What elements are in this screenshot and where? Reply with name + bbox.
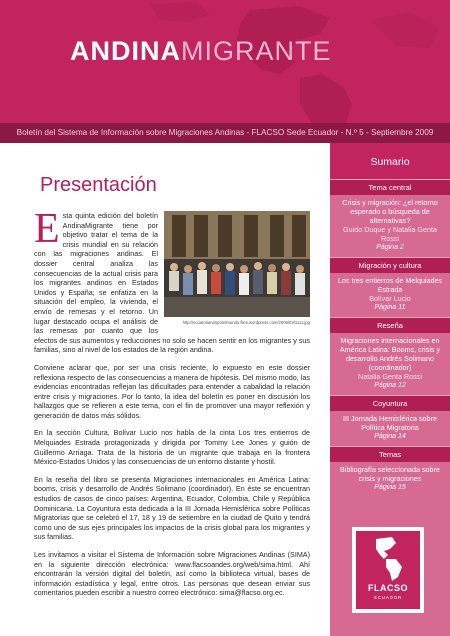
section-head-migracion-cultura: Migración y cultura bbox=[330, 257, 450, 273]
entry-page: Página 11 bbox=[374, 304, 406, 311]
entry-page: Página 12 bbox=[374, 382, 406, 389]
sumario-sidebar bbox=[330, 143, 450, 636]
americas-map-icon bbox=[370, 537, 406, 581]
section-entry-migracion-cultura[interactable] bbox=[330, 273, 450, 317]
section-head-tema-central: Tema central bbox=[330, 179, 450, 195]
main-column bbox=[34, 174, 310, 606]
entry-title: Bibliografía seleccionada sobre crisis y migraciones bbox=[340, 465, 440, 483]
entry-page: Página 15 bbox=[374, 484, 406, 491]
page-title: Presentación bbox=[40, 174, 157, 196]
entry-author: Natalia Genta Rossi bbox=[358, 372, 422, 381]
section-entry-coyuntura[interactable] bbox=[330, 411, 450, 446]
section-entry-resena[interactable] bbox=[330, 333, 450, 395]
entry-title: Los tres entierros de Melquiades Estrada bbox=[337, 276, 443, 294]
section-head-coyuntura: Coyuntura bbox=[330, 395, 450, 411]
section-entry-temas[interactable] bbox=[330, 462, 450, 497]
section-head-temas: Temas bbox=[330, 446, 450, 462]
sumario-title: Sumario bbox=[330, 143, 450, 179]
entry-author: Bolívar Lucio bbox=[369, 294, 411, 303]
article-body bbox=[34, 206, 310, 598]
paragraph-5: Les invitamos a visitar el Sistema de Información sobre Migraciones Andinas (SIMA) en la siguiente dirección electrónica: www.flacsoandes.org/web/sima.html. Ahí encontrarán la versión digital del boletín, así como la biblioteca virtual, bases de información estadística y legal, entre otros. Las personas que desean enviar sus comentarios pueden escribir a nuestro correo electrónico: sima@flacso.org.ec. bbox=[34, 550, 310, 598]
section-entry-tema-central[interactable] bbox=[330, 195, 450, 257]
masthead-title bbox=[70, 36, 332, 67]
entry-title: Crisis y migración: ¿el retorno esperado o búsqueda de alternativas? bbox=[342, 198, 438, 225]
section-head-resena: Reseña bbox=[330, 317, 450, 333]
paragraph-2: Conviene aclarar que, por ser una crisis reciente, lo expuesto en este dossier reflexiona respecto de las consecuencias a manera de hipótesis. Del mismo modo, las evidencias encontradas reflejan las dificultades para entender a cabalidad la relación entre crisis y migraciones. Por lo tanto, la idea del boletín es poner en discusión los hallazgos que se refieren a este tema, con el fin de promover una mayor reflexión y generación de datos más sólidos. bbox=[34, 362, 310, 420]
bulletin-subtitle: Boletín del Sistema de Información sobre Migraciones Andinas - FLACSO Sede Ecuador - N.º 5 - Septiembre 2009 bbox=[0, 123, 450, 143]
entry-title: Migraciones internacionales en América Latina: Booms, crisis y desarrollo Andrés Solimano (coordinador) bbox=[339, 336, 441, 372]
entry-author: Guido Duque y Natalia Genta Rossi bbox=[343, 225, 437, 243]
photo-caption: http://ecuatorianosporelmundo.files.wordpress.com/2009/03/1111.jpg bbox=[182, 320, 310, 325]
paragraph-4: En la reseña del libro se presenta Migraciones internacionales en América Latina: booms, crisis y desarrollo de Andrés Solimano (coordinador). En éste se encuentran estudios de casos de cinco países: Argentina, Ecuador, Colombia, Chile y República Dominicana. La Coyuntura esta dedicada a la III Jornada Hemisférica sobre Políticas Migratorias que se celebró el 17, 18 y 19 de setiembre en la ciudad de Quito y tendrá como uno de sus ejes principales los impactos de la crisis global para los migrantes y sus familias. bbox=[34, 474, 310, 542]
paragraph-1 bbox=[34, 206, 310, 355]
paragraph-1-text: sta quinta edición del boletín AndinaMigrante tiene por objetivo tratar el tema de la crisis mundial en su relación con las migraciones andinas. El dossier central analiza las consecuencias de la actual crisis para los migrantes andinos en Estados Unidos y España; se enfatiza en la situación del empleo, la vivienda, el envío de remesas y el retorno. Un lugar destacado ocupa el análisis de las remesas por cuanto que los efectos de sus aumentos y reducciones no solo se hacen sentir en los migrantes y sus familias, sino al nivel de los estados de la región andina. bbox=[34, 211, 310, 355]
photo-figure bbox=[164, 211, 310, 328]
migrants-queue-photo bbox=[164, 211, 310, 317]
flacso-logo bbox=[352, 527, 424, 613]
header-banner bbox=[0, 0, 450, 123]
masthead-andina: ANDINA bbox=[70, 36, 181, 66]
flacso-wordmark: FLACSO bbox=[368, 583, 408, 593]
entry-page: Página 14 bbox=[374, 433, 406, 440]
flacso-subtext: ECUADOR bbox=[373, 595, 403, 600]
flacso-logo-panel bbox=[356, 531, 420, 609]
paragraph-3: En la sección Cultura, Bolívar Lucio nos habla de la cinta Los tres entierros de Melquiades Estrada protagonizada y dirigida por Tommy Lee Jones y guión de Guillermo Arriaga. Trata de la historia de un migrante que trabaja en la frontera México-Estados Unidos y las consecuencias de un entorno distante y hostil. bbox=[34, 428, 310, 467]
masthead-migrante: MIGRANTE bbox=[181, 36, 332, 66]
entry-title: III Jornada Hemisférica sobre Política Migratoria bbox=[343, 414, 437, 432]
drop-cap: E bbox=[34, 206, 60, 252]
entry-page: Página 2 bbox=[376, 244, 404, 251]
